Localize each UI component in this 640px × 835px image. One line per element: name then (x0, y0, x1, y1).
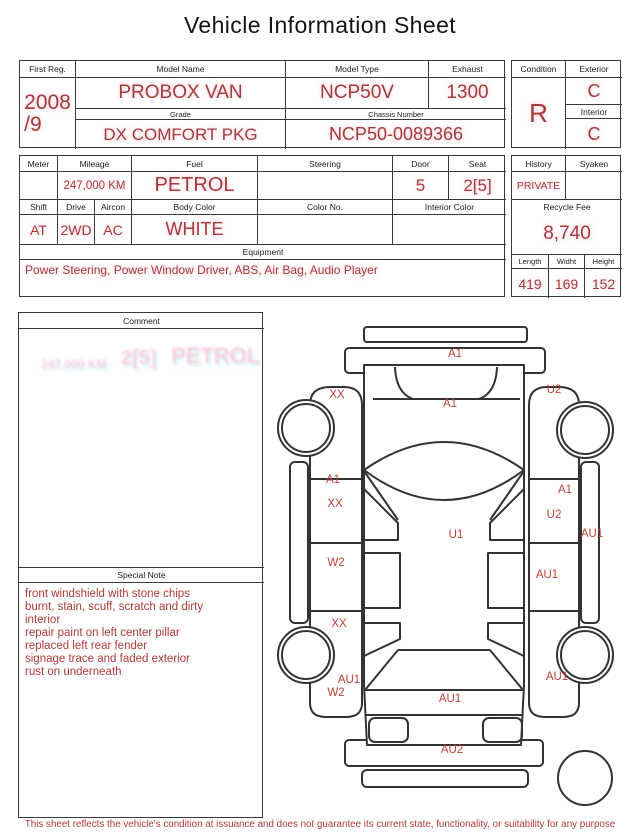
interior-label: Interior (566, 105, 622, 119)
damage-label-u2: U2 (546, 384, 562, 396)
body-color-label: Body Color (132, 200, 258, 215)
header-table (19, 60, 505, 148)
spare-tire (558, 751, 612, 805)
history-panel (511, 155, 621, 297)
equipment-label: Equipment (20, 245, 506, 260)
seat-label: Seat (449, 156, 506, 172)
shift-label: Shift (20, 200, 58, 215)
damage-label-a1: A1 (442, 398, 458, 410)
front-top-bar (364, 327, 527, 342)
damage-label-a1: A1 (325, 474, 341, 486)
condition-panel (511, 60, 621, 148)
model-type-value: NCP50V (286, 78, 429, 109)
damage-diagram (268, 303, 640, 835)
right-rocker-panel (581, 462, 599, 623)
height-value: 152 (591, 275, 616, 292)
fuel-value: PETROL (132, 172, 258, 200)
page-title: Vehicle Information Sheet (183, 12, 457, 38)
steering-label: Steering (258, 156, 393, 172)
length-label: Length (512, 255, 549, 269)
first-reg-year: 2008 (24, 91, 71, 115)
shift-value: AT (20, 215, 58, 245)
exhaust-value: 1300 (429, 78, 506, 109)
spec-table (19, 155, 505, 297)
syaken-value (566, 172, 622, 200)
aircon-label: Aircon (95, 200, 132, 215)
drive-label: Drive (58, 200, 95, 215)
syaken-label: Syaken (566, 156, 622, 172)
car-top-view (364, 365, 524, 745)
exterior-label: Exterior (566, 61, 622, 78)
exhaust-label: Exhaust (429, 61, 506, 78)
mileage-label: Mileage (58, 156, 132, 172)
special-note-line: interior (25, 614, 61, 626)
special-note-label: Special Note (19, 567, 264, 583)
left-rear-door (310, 543, 362, 611)
history-label: History (512, 156, 566, 172)
grade-label: Grade (76, 109, 286, 120)
condition-value: R (512, 78, 566, 149)
damage-label-u1: U1 (448, 529, 464, 541)
door-value: 5 (393, 172, 449, 200)
body-color-value: WHITE (132, 215, 258, 245)
interior-value: C (587, 123, 601, 144)
width-value: 169 (549, 269, 585, 298)
damage-label-au1: AU1 (580, 528, 604, 540)
damage-label-au1: AU1 (337, 674, 361, 686)
ghost-text-mileage: 247,000 KM (41, 357, 107, 371)
damage-label-xx: XX (327, 498, 343, 510)
right-front-wheel (557, 402, 613, 458)
history-value: PRIVATE (512, 172, 566, 200)
damage-label-w2: W2 (327, 687, 345, 699)
damage-label-a1: A1 (557, 484, 573, 496)
damage-label-xx: XX (331, 618, 347, 630)
chassis-number-value: NCP50-0089366 (328, 124, 464, 144)
grade-value: DX COMFORT PKG (76, 120, 286, 149)
special-note-line: burnt, stain, scuff, scratch and dirty (25, 601, 204, 613)
steering-value (258, 172, 393, 200)
model-name-label: Model Name (76, 61, 286, 78)
special-note-line: signage trace and faded exterior (25, 653, 190, 665)
damage-label-xx: XX (329, 389, 345, 401)
interior-color-value (393, 215, 506, 245)
left-rear-wheel (278, 627, 334, 683)
damage-label-a1: A1 (447, 348, 463, 360)
comment-box (18, 312, 263, 818)
interior-color-label: Interior Color (393, 200, 506, 215)
seat-value: 2[5] (449, 172, 506, 200)
special-note-line: rust on underneath (25, 666, 122, 678)
first-reg-value (20, 78, 76, 149)
damage-label-au2: AU2 (440, 744, 464, 756)
meter-value (20, 172, 58, 200)
rear-bottom-bar (362, 770, 528, 787)
special-note-line: repair paint on left center pillar (25, 627, 180, 639)
fuel-label: Fuel (132, 156, 258, 172)
drive-value: 2WD (58, 215, 95, 245)
first-reg-month: /9 (24, 112, 42, 136)
damage-label-w2: W2 (327, 557, 345, 569)
aircon-value: AC (95, 215, 132, 245)
chassis-number-label: Chassis Number (286, 109, 506, 120)
damage-label-u2: U2 (546, 509, 562, 521)
first-reg-label: First Reg. (20, 61, 76, 78)
left-front-wheel (278, 400, 334, 456)
meter-label: Meter (20, 156, 58, 172)
model-type-label: Model Type (286, 61, 429, 78)
ghost-text-seat: 2[5] (121, 347, 157, 369)
special-note-body (19, 583, 264, 819)
door-label: Door (393, 156, 449, 172)
left-rocker-panel (290, 462, 308, 623)
equipment-value: Power Steering, Power Window Driver, ABS, Air Bag, Audio Player (25, 263, 378, 277)
exterior-value: C (566, 78, 622, 105)
special-note-line: front windshield with stone chips (25, 588, 190, 600)
ghost-text-fuel: PETROL (171, 343, 261, 368)
left-front-door (310, 479, 362, 543)
recycle-fee-value: 8,740 (512, 214, 622, 255)
damage-label-au1: AU1 (535, 569, 559, 581)
color-no-value (258, 215, 393, 245)
damage-label-au1: AU1 (438, 693, 462, 705)
disclaimer: This sheet reflects the vehicle's condition at issuance and does not guarantee its current state, functionality, or suitability for any purpose (24, 819, 616, 830)
length-value: 419 (512, 269, 549, 298)
comment-label: Comment (19, 313, 264, 329)
special-note-line: replaced left rear fender (25, 640, 148, 652)
damage-label-au1: AU1 (545, 671, 569, 683)
recycle-fee-label: Recycle Fee (543, 202, 591, 212)
model-name-value: PROBOX VAN (76, 78, 286, 109)
height-label: Height (585, 255, 622, 269)
width-label: Widht (549, 255, 585, 269)
comment-body (19, 329, 264, 567)
condition-label: Condition (512, 61, 566, 78)
color-no-label: Color No. (258, 200, 393, 215)
mileage-value: 247,000 KM (58, 172, 132, 200)
